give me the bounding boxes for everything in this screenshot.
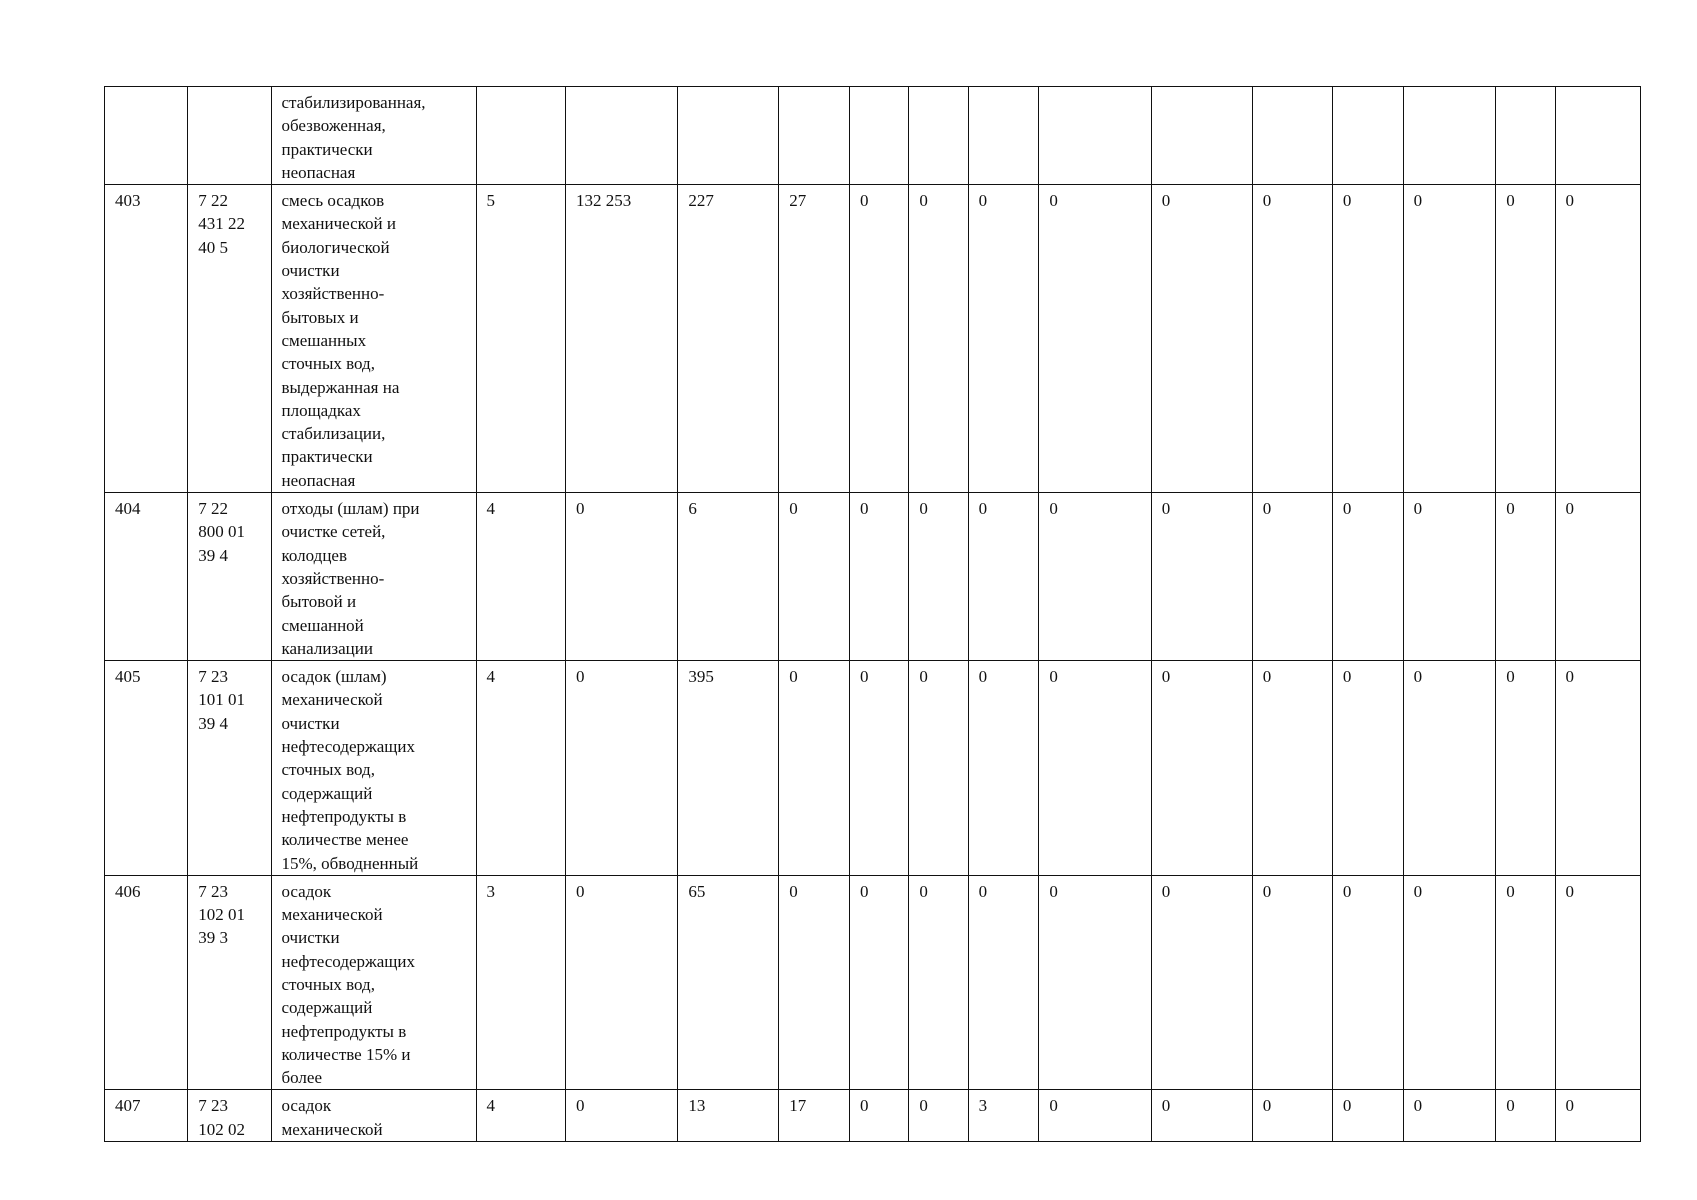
waste-name-line: осадок (шлам): [281, 667, 387, 687]
value-cell: [1252, 87, 1332, 185]
value-cell: 6: [678, 493, 779, 661]
value-cell: 0: [1496, 185, 1555, 493]
value-cell: 0: [779, 661, 850, 876]
waste-name-line: 15%, обводненный: [281, 853, 419, 873]
waste-code-line: 431 22: [198, 214, 245, 234]
value-cell: 0: [1151, 493, 1252, 661]
value-cell: [1332, 87, 1403, 185]
value-cell: 0: [565, 875, 677, 1090]
waste-name-line: механической и: [281, 214, 397, 234]
waste-name-line: сточных вод,: [281, 354, 375, 374]
value-cell: 0: [909, 875, 968, 1090]
table-row: [105, 493, 1641, 661]
value-cell: 0: [1039, 875, 1151, 1090]
waste-name-cell: [271, 875, 476, 1090]
table-row: [105, 1090, 1641, 1142]
waste-name-line: содержащий: [281, 783, 373, 803]
waste-name-line: очистки: [281, 928, 340, 948]
value-cell: [1403, 87, 1496, 185]
waste-code-cell: [188, 493, 271, 661]
value-cell: 27: [779, 185, 850, 493]
value-cell: 0: [1496, 493, 1555, 661]
value-cell: 0: [909, 661, 968, 876]
waste-code-cell: [188, 87, 271, 185]
value-cell: 0: [1555, 493, 1640, 661]
value-cell: 0: [1039, 185, 1151, 493]
waste-code-line: 7 22: [198, 499, 228, 519]
value-cell: 0: [850, 1090, 909, 1142]
value-cell: 0: [1555, 185, 1640, 493]
waste-code-line: 39 4: [198, 545, 228, 565]
value-cell: 4: [476, 493, 565, 661]
value-cell: 0: [1151, 185, 1252, 493]
value-cell: 0: [779, 493, 850, 661]
waste-name-line: сточных вод,: [281, 760, 375, 780]
row-number-cell: 406: [105, 875, 188, 1090]
value-cell: 0: [565, 493, 677, 661]
value-cell: 0: [1252, 661, 1332, 876]
waste-name-line: хозяйственно-: [281, 284, 385, 304]
value-cell: 0: [1403, 1090, 1496, 1142]
waste-name-cell: [271, 493, 476, 661]
value-cell: 0: [968, 661, 1039, 876]
waste-name-line: практически: [281, 139, 373, 159]
waste-name-line: отходы (шлам) при: [281, 499, 420, 519]
value-cell: 0: [968, 185, 1039, 493]
value-cell: 0: [850, 875, 909, 1090]
value-cell: 0: [1151, 1090, 1252, 1142]
waste-name-line: практически: [281, 447, 373, 467]
waste-code-line: 39 3: [198, 928, 228, 948]
value-cell: 0: [850, 661, 909, 876]
waste-name-cell: [271, 1090, 476, 1142]
waste-name-line: стабилизации,: [281, 424, 386, 444]
value-cell: 3: [476, 875, 565, 1090]
value-cell: [565, 87, 677, 185]
value-cell: 0: [1151, 661, 1252, 876]
waste-name-line: содержащий: [281, 998, 373, 1018]
waste-code-line: 7 22: [198, 191, 228, 211]
value-cell: 0: [1555, 875, 1640, 1090]
waste-name-line: площадках: [281, 400, 361, 420]
value-cell: 0: [1039, 493, 1151, 661]
value-cell: 0: [565, 661, 677, 876]
waste-name-line: смешанной: [281, 615, 364, 635]
waste-name-line: осадок: [281, 1096, 332, 1116]
value-cell: 17: [779, 1090, 850, 1142]
waste-name-line: бытовых и: [281, 307, 359, 327]
waste-name-line: нефтесодержащих: [281, 951, 415, 971]
waste-name-line: очистки: [281, 713, 340, 733]
value-cell: 0: [1039, 1090, 1151, 1142]
waste-name-line: бытовой и: [281, 592, 357, 612]
value-cell: 0: [850, 493, 909, 661]
waste-name-line: смесь осадков: [281, 191, 385, 211]
waste-code-line: 101 01: [198, 690, 245, 710]
value-cell: [1151, 87, 1252, 185]
value-cell: 0: [1332, 493, 1403, 661]
value-cell: 0: [1496, 661, 1555, 876]
value-cell: 0: [1555, 661, 1640, 876]
value-cell: 0: [1332, 185, 1403, 493]
value-cell: 0: [565, 1090, 677, 1142]
waste-name-line: нефтепродукты в: [281, 1021, 407, 1041]
value-cell: 0: [1403, 661, 1496, 876]
waste-name-cell: [271, 661, 476, 876]
value-cell: 65: [678, 875, 779, 1090]
waste-code-line: 7 23: [198, 1096, 228, 1116]
value-cell: 0: [1332, 875, 1403, 1090]
waste-name-line: стабилизированная,: [281, 93, 426, 112]
waste-name-line: очистке сетей,: [281, 522, 386, 542]
value-cell: [850, 87, 909, 185]
waste-code-line: 102 01: [198, 905, 245, 925]
row-number-cell: 404: [105, 493, 188, 661]
waste-code-cell: [188, 1090, 271, 1142]
waste-name-line: механической: [281, 690, 383, 710]
value-cell: 0: [1403, 493, 1496, 661]
value-cell: 0: [1252, 493, 1332, 661]
value-cell: 0: [1332, 1090, 1403, 1142]
value-cell: 0: [1252, 875, 1332, 1090]
waste-code-cell: [188, 661, 271, 876]
value-cell: [779, 87, 850, 185]
table-row: [105, 661, 1641, 876]
waste-name-line: хозяйственно-: [281, 568, 385, 588]
table-row: [105, 87, 1641, 185]
value-cell: 3: [968, 1090, 1039, 1142]
waste-name-line: выдержанная на: [281, 377, 400, 397]
waste-name-line: обезвоженная,: [281, 116, 386, 136]
value-cell: [1555, 87, 1640, 185]
value-cell: [1496, 87, 1555, 185]
value-cell: 0: [909, 1090, 968, 1142]
value-cell: [678, 87, 779, 185]
waste-code-line: 7 23: [198, 667, 228, 687]
waste-code-line: 39 4: [198, 713, 228, 733]
value-cell: 5: [476, 185, 565, 493]
waste-name-line: более: [281, 1068, 322, 1088]
value-cell: 13: [678, 1090, 779, 1142]
waste-name-line: количестве менее: [281, 830, 409, 850]
value-cell: 0: [1496, 1090, 1555, 1142]
waste-name-line: биологической: [281, 237, 390, 257]
waste-code-line: 102 02: [198, 1119, 245, 1139]
waste-name-line: нефтепродукты в: [281, 806, 407, 826]
table-row: [105, 875, 1641, 1090]
value-cell: 0: [1403, 875, 1496, 1090]
waste-name-cell: [271, 185, 476, 493]
table-row: [105, 185, 1641, 493]
value-cell: 0: [850, 185, 909, 493]
value-cell: [968, 87, 1039, 185]
waste-name-line: неопасная: [281, 162, 356, 182]
waste-name-line: колодцев: [281, 545, 347, 565]
waste-name-line: механической: [281, 1119, 383, 1139]
row-number-cell: 403: [105, 185, 188, 493]
value-cell: [1039, 87, 1151, 185]
row-number-cell: [105, 87, 188, 185]
value-cell: 0: [1403, 185, 1496, 493]
waste-code-cell: [188, 875, 271, 1090]
row-number-cell: 405: [105, 661, 188, 876]
value-cell: [476, 87, 565, 185]
value-cell: 0: [779, 875, 850, 1090]
value-cell: 0: [1332, 661, 1403, 876]
value-cell: 0: [909, 493, 968, 661]
row-number-cell: 407: [105, 1090, 188, 1142]
waste-code-line: 40 5: [198, 237, 228, 257]
waste-code-line: 7 23: [198, 881, 228, 901]
waste-name-cell: [271, 87, 476, 185]
value-cell: 0: [909, 185, 968, 493]
value-cell: 0: [1151, 875, 1252, 1090]
value-cell: 0: [1252, 1090, 1332, 1142]
value-cell: 132 253: [565, 185, 677, 493]
value-cell: 0: [968, 875, 1039, 1090]
waste-name-line: канализации: [281, 638, 373, 658]
value-cell: 0: [968, 493, 1039, 661]
value-cell: 395: [678, 661, 779, 876]
value-cell: 227: [678, 185, 779, 493]
value-cell: 0: [1252, 185, 1332, 493]
waste-code-cell: [188, 185, 271, 493]
waste-name-line: очистки: [281, 261, 340, 281]
waste-code-line: 800 01: [198, 522, 245, 542]
waste-name-line: сточных вод,: [281, 974, 375, 994]
waste-name-line: нефтесодержащих: [281, 737, 415, 757]
waste-name-line: механической: [281, 905, 383, 925]
value-cell: 4: [476, 661, 565, 876]
value-cell: 0: [1039, 661, 1151, 876]
waste-name-line: осадок: [281, 881, 332, 901]
waste-name-line: неопасная: [281, 470, 356, 490]
value-cell: 0: [1496, 875, 1555, 1090]
waste-name-line: смешанных: [281, 330, 367, 350]
value-cell: 4: [476, 1090, 565, 1142]
value-cell: 0: [1555, 1090, 1640, 1142]
value-cell: [909, 87, 968, 185]
waste-name-line: количестве 15% и: [281, 1044, 411, 1064]
waste-data-table: [104, 86, 1641, 1142]
